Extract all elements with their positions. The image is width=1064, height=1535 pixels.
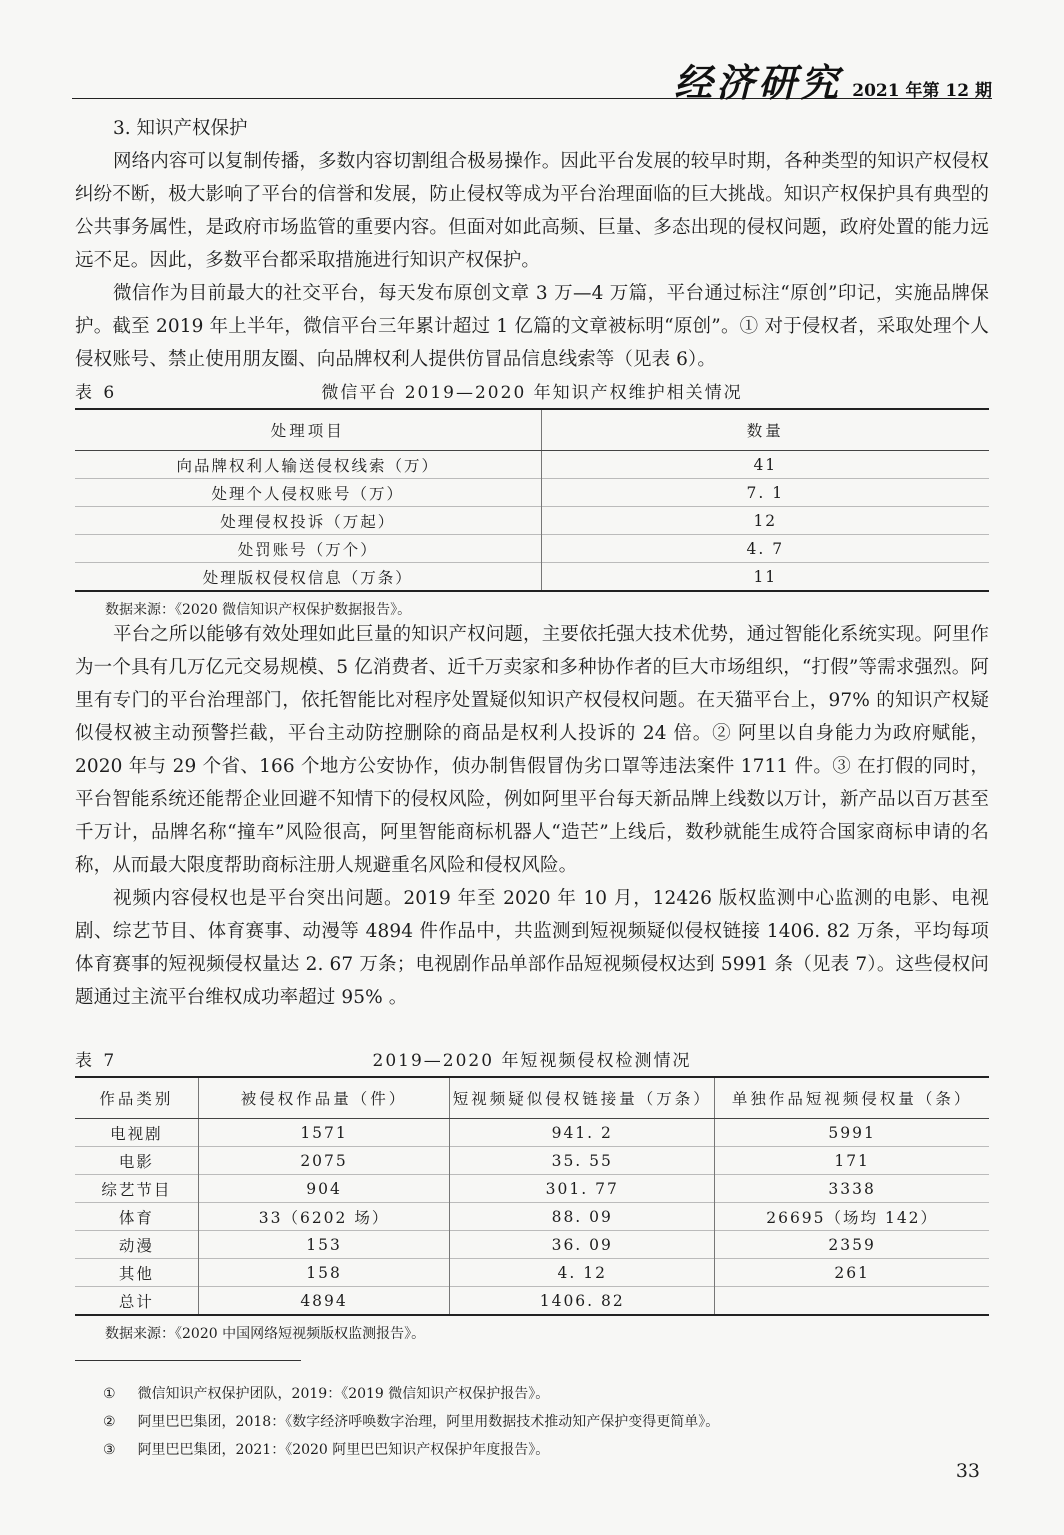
table-cell: 1571 [198, 1119, 449, 1147]
table-cell: 处理侵权投诉（万起） [75, 507, 541, 535]
table-row [75, 1259, 989, 1287]
table-cell: 总计 [75, 1287, 198, 1316]
table-cell: 体育 [75, 1203, 198, 1231]
table-6-source: 数据来源：《2020 微信知识产权保护数据报告》。 [105, 602, 412, 618]
table-cell: 153 [198, 1231, 449, 1259]
page-header [72, 40, 992, 105]
table-row [75, 479, 989, 507]
table-row [75, 563, 989, 592]
table-cell: 261 [715, 1259, 989, 1287]
table-row [75, 1119, 989, 1147]
table-6-block [75, 378, 989, 622]
paragraph-4: 视频内容侵权也是平台突出问题。2019 年至 2020 年 10 月，12426 版权监测中心监测的电影、电视剧、综艺节目、体育赛事、动漫等 4894 件作品中，共监测到短视频疑似侵权链接 1406. 82 万条，平均每项体育赛事的短视频侵权量达 2. 67 万条；电视剧作品单部作品短视频侵权达到 5991 条（见表 7）。这些侵权问题通过主流平台维权成功率超过 95% 。 [75, 888, 989, 1008]
table-header-cell: 被侵权作品量（件） [198, 1077, 449, 1119]
table-header-row [75, 1077, 989, 1119]
table-header-cell: 单独作品短视频侵权量（条） [715, 1077, 989, 1119]
table-cell: 301. 77 [450, 1175, 715, 1203]
footnote-mark: ① [103, 1386, 116, 1402]
table-cell: 处理个人侵权账号（万） [75, 479, 541, 507]
table-cell: 904 [198, 1175, 449, 1203]
footnote-text: 微信知识产权保护团队，2019：《2019 微信知识产权保护报告》。 [137, 1386, 550, 1402]
table-6-label: 表 6 [75, 383, 118, 403]
table-cell: 158 [198, 1259, 449, 1287]
table-header-row [75, 409, 989, 451]
table-cell [715, 1287, 989, 1316]
table-cell: 电影 [75, 1147, 198, 1175]
table-7-block [75, 1046, 989, 1346]
table-cell: 7. 1 [541, 479, 989, 507]
main-text-middle [75, 618, 989, 1014]
footnote-item [103, 1436, 903, 1464]
journal-issue: 2021 年第 12 期 [852, 81, 992, 101]
footnote-text: 阿里巴巴集团，2021：《2020 阿里巴巴知识产权保护年度报告》。 [137, 1442, 550, 1458]
table-7-title: 2019—2020 年短视频侵权检测情况 [372, 1051, 692, 1071]
table-row [75, 1175, 989, 1203]
table-row [75, 507, 989, 535]
table-cell: 综艺节目 [75, 1175, 198, 1203]
footnote-item [103, 1380, 903, 1408]
table-cell: 11 [541, 563, 989, 592]
table-7 [75, 1076, 989, 1316]
table-6 [75, 408, 989, 592]
paragraph-3: 平台之所以能够有效处理如此巨量的知识产权问题，主要依托强大技术优势，通过智能化系统实现。阿里作为一个具有几万亿元交易规模、5 亿消费者、近千万卖家和多种协作者的巨大市场组织，“打假”等需求强烈。阿里有专门的平台治理部门，依托智能比对程序处置疑似知识产权侵权问题。在天猫平台上，97% 的知识产权疑似侵权被主动预警拦截，平台主动防控删除的商品是权利人投诉的 24 倍。② 阿里以自身能力为政府赋能，2020 年与 29 个省、166 个地方公安协作，侦办制售假冒伪劣口罩等违法案件 1711 件。③ 在打假的同时，平台智能系统还能帮企业回避不知情下的侵权风险，例如阿里平台每天新品牌上线数以万计，新产品以百万甚至千万计，品牌名称“撞车”风险很高，阿里智能商标机器人“造芒”上线后，数秒就能生成符合国家商标申请的名称，从而最大限度帮助商标注册人规避重名风险和侵权风险。 [75, 624, 989, 876]
main-text-top [75, 112, 989, 376]
table-7-caption [75, 1046, 989, 1076]
table-6-caption [75, 378, 989, 408]
table-header-cell: 数量 [541, 409, 989, 451]
footnote-mark: ③ [103, 1442, 116, 1458]
table-row [75, 1287, 989, 1316]
paragraph-2: 微信作为目前最大的社交平台，每天发布原创文章 3 万—4 万篇，平台通过标注“原创”印记，实施品牌保护。截至 2019 年上半年，微信平台三年累计超过 1 亿篇的文章被标明“原创”。① 对于侵权者，采取处理个人侵权账号、禁止使用朋友圈、向品牌权利人提供仿冒品信息线索等（见表 6）。 [75, 283, 989, 370]
table-cell: 88. 09 [450, 1203, 715, 1231]
table-cell: 2075 [198, 1147, 449, 1175]
table-row [75, 451, 989, 479]
table-cell: 4. 12 [450, 1259, 715, 1287]
table-7-source: 数据来源：《2020 中国网络短视频版权监测报告》。 [105, 1326, 426, 1342]
table-cell: 电视剧 [110, 1124, 163, 1143]
paragraph-1: 网络内容可以复制传播，多数内容切割组合极易操作。因此平台发展的较早时期，各种类型的知识产权侵权纠纷不断，极大影响了平台的信誉和发展，防止侵权等成为平台治理面临的巨大挑战。知识产权保护具有典型的公共事务属性，是政府市场监管的重要内容。但面对如此高频、巨量、多态出现的侵权问题，政府处置的能力远远不足。因此，多数平台都采取措施进行知识产权保护。 [75, 151, 989, 271]
table-cell: 36. 09 [450, 1231, 715, 1259]
table-cell: 其他 [75, 1259, 198, 1287]
table-row [75, 1203, 989, 1231]
table-cell: 1406. 82 [450, 1287, 715, 1316]
table-cell: 5991 [715, 1119, 989, 1147]
table-cell: 2359 [715, 1231, 989, 1259]
table-cell: 26695（场均 142） [715, 1203, 989, 1231]
section-title: 3. 知识产权保护 [113, 118, 248, 139]
footnotes [103, 1380, 903, 1464]
table-header-cell: 短视频疑似侵权链接量（万条） [450, 1077, 715, 1119]
table-cell: 向品牌权利人输送侵权线索（万） [176, 456, 440, 475]
table-cell: 4894 [198, 1287, 449, 1316]
table-cell: 33（6202 场） [198, 1203, 449, 1231]
table-cell: 3338 [715, 1175, 989, 1203]
footnote-item [103, 1408, 903, 1436]
table-cell: 12 [541, 507, 989, 535]
table-row [75, 1147, 989, 1175]
table-7-label: 表 7 [75, 1051, 118, 1071]
table-row [75, 535, 989, 563]
journal-logo: 经济研究 [674, 60, 843, 105]
table-header-cell: 作品类别 [75, 1077, 198, 1119]
footnote-text: 阿里巴巴集团，2018：《数字经济呼唤数字治理，阿里用数据技术推动知产保护变得更简单》。 [137, 1414, 720, 1430]
table-row [75, 1231, 989, 1259]
table-header-cell: 处理项目 [75, 409, 541, 451]
footnote-divider [75, 1360, 301, 1361]
table-cell: 处罚账号（万个） [75, 535, 541, 563]
table-cell: 171 [715, 1147, 989, 1175]
journal-masthead [674, 52, 992, 107]
footnote-mark: ② [103, 1414, 116, 1430]
table-cell: 41 [541, 451, 989, 479]
table-6-title: 微信平台 2019—2020 年知识产权维护相关情况 [321, 383, 743, 403]
table-cell: 处理版权侵权信息（万条） [75, 563, 541, 592]
table-cell: 4. 7 [541, 535, 989, 563]
table-cell: 动漫 [75, 1231, 198, 1259]
table-cell: 941. 2 [450, 1119, 715, 1147]
table-cell: 35. 55 [450, 1147, 715, 1175]
page-number: 33 [955, 1460, 980, 1482]
